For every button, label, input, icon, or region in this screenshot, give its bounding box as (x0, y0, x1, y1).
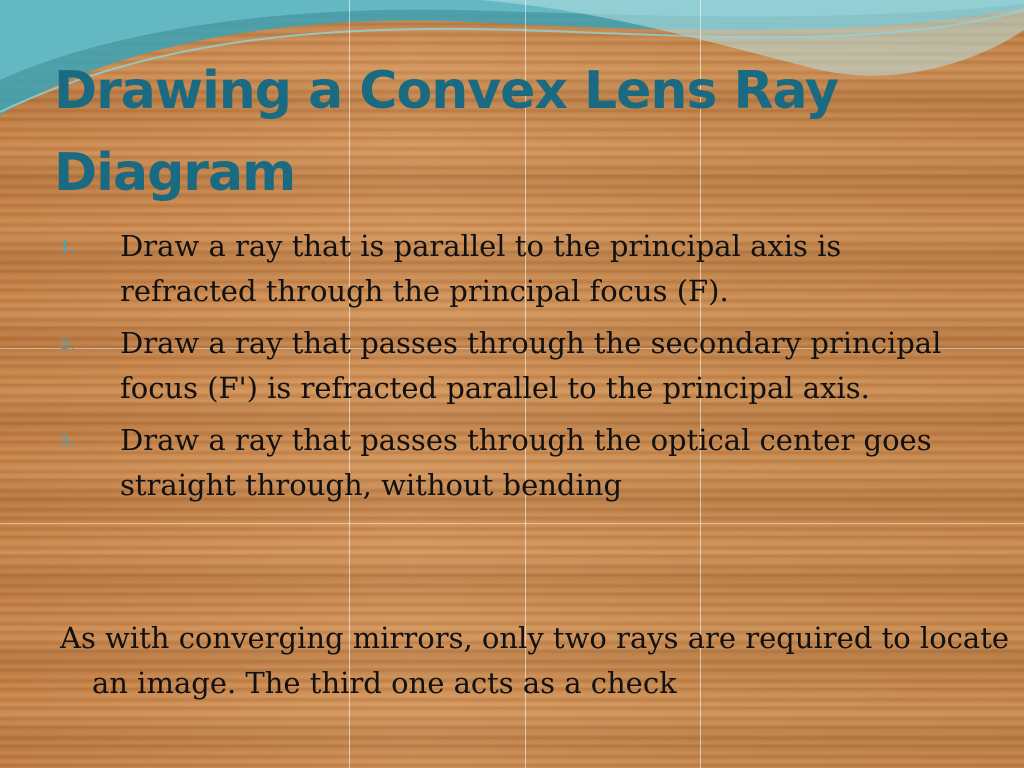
list-item (60, 418, 960, 508)
list-item (60, 321, 960, 411)
step-number: 2. (60, 334, 76, 353)
summary-note: As with converging mirrors, only two rays are required to locate an image. The third one acts as a check (60, 621, 1010, 700)
step-list (60, 224, 960, 515)
step-text: Draw a ray that passes through the optical center goes straight through, without bending (120, 423, 932, 502)
step-text: Draw a ray that passes through the secondary principal focus (F') is refracted parallel to the principal axis. (120, 326, 942, 405)
list-item (60, 224, 960, 314)
grid-line (0, 523, 1024, 524)
step-number: 1. (60, 237, 76, 256)
step-number: 3. (60, 431, 76, 450)
step-text: Draw a ray that is parallel to the principal axis is refracted through the principal focus (F). (120, 229, 842, 308)
slide-title: Drawing a Convex Lens Ray Diagram (54, 61, 838, 203)
